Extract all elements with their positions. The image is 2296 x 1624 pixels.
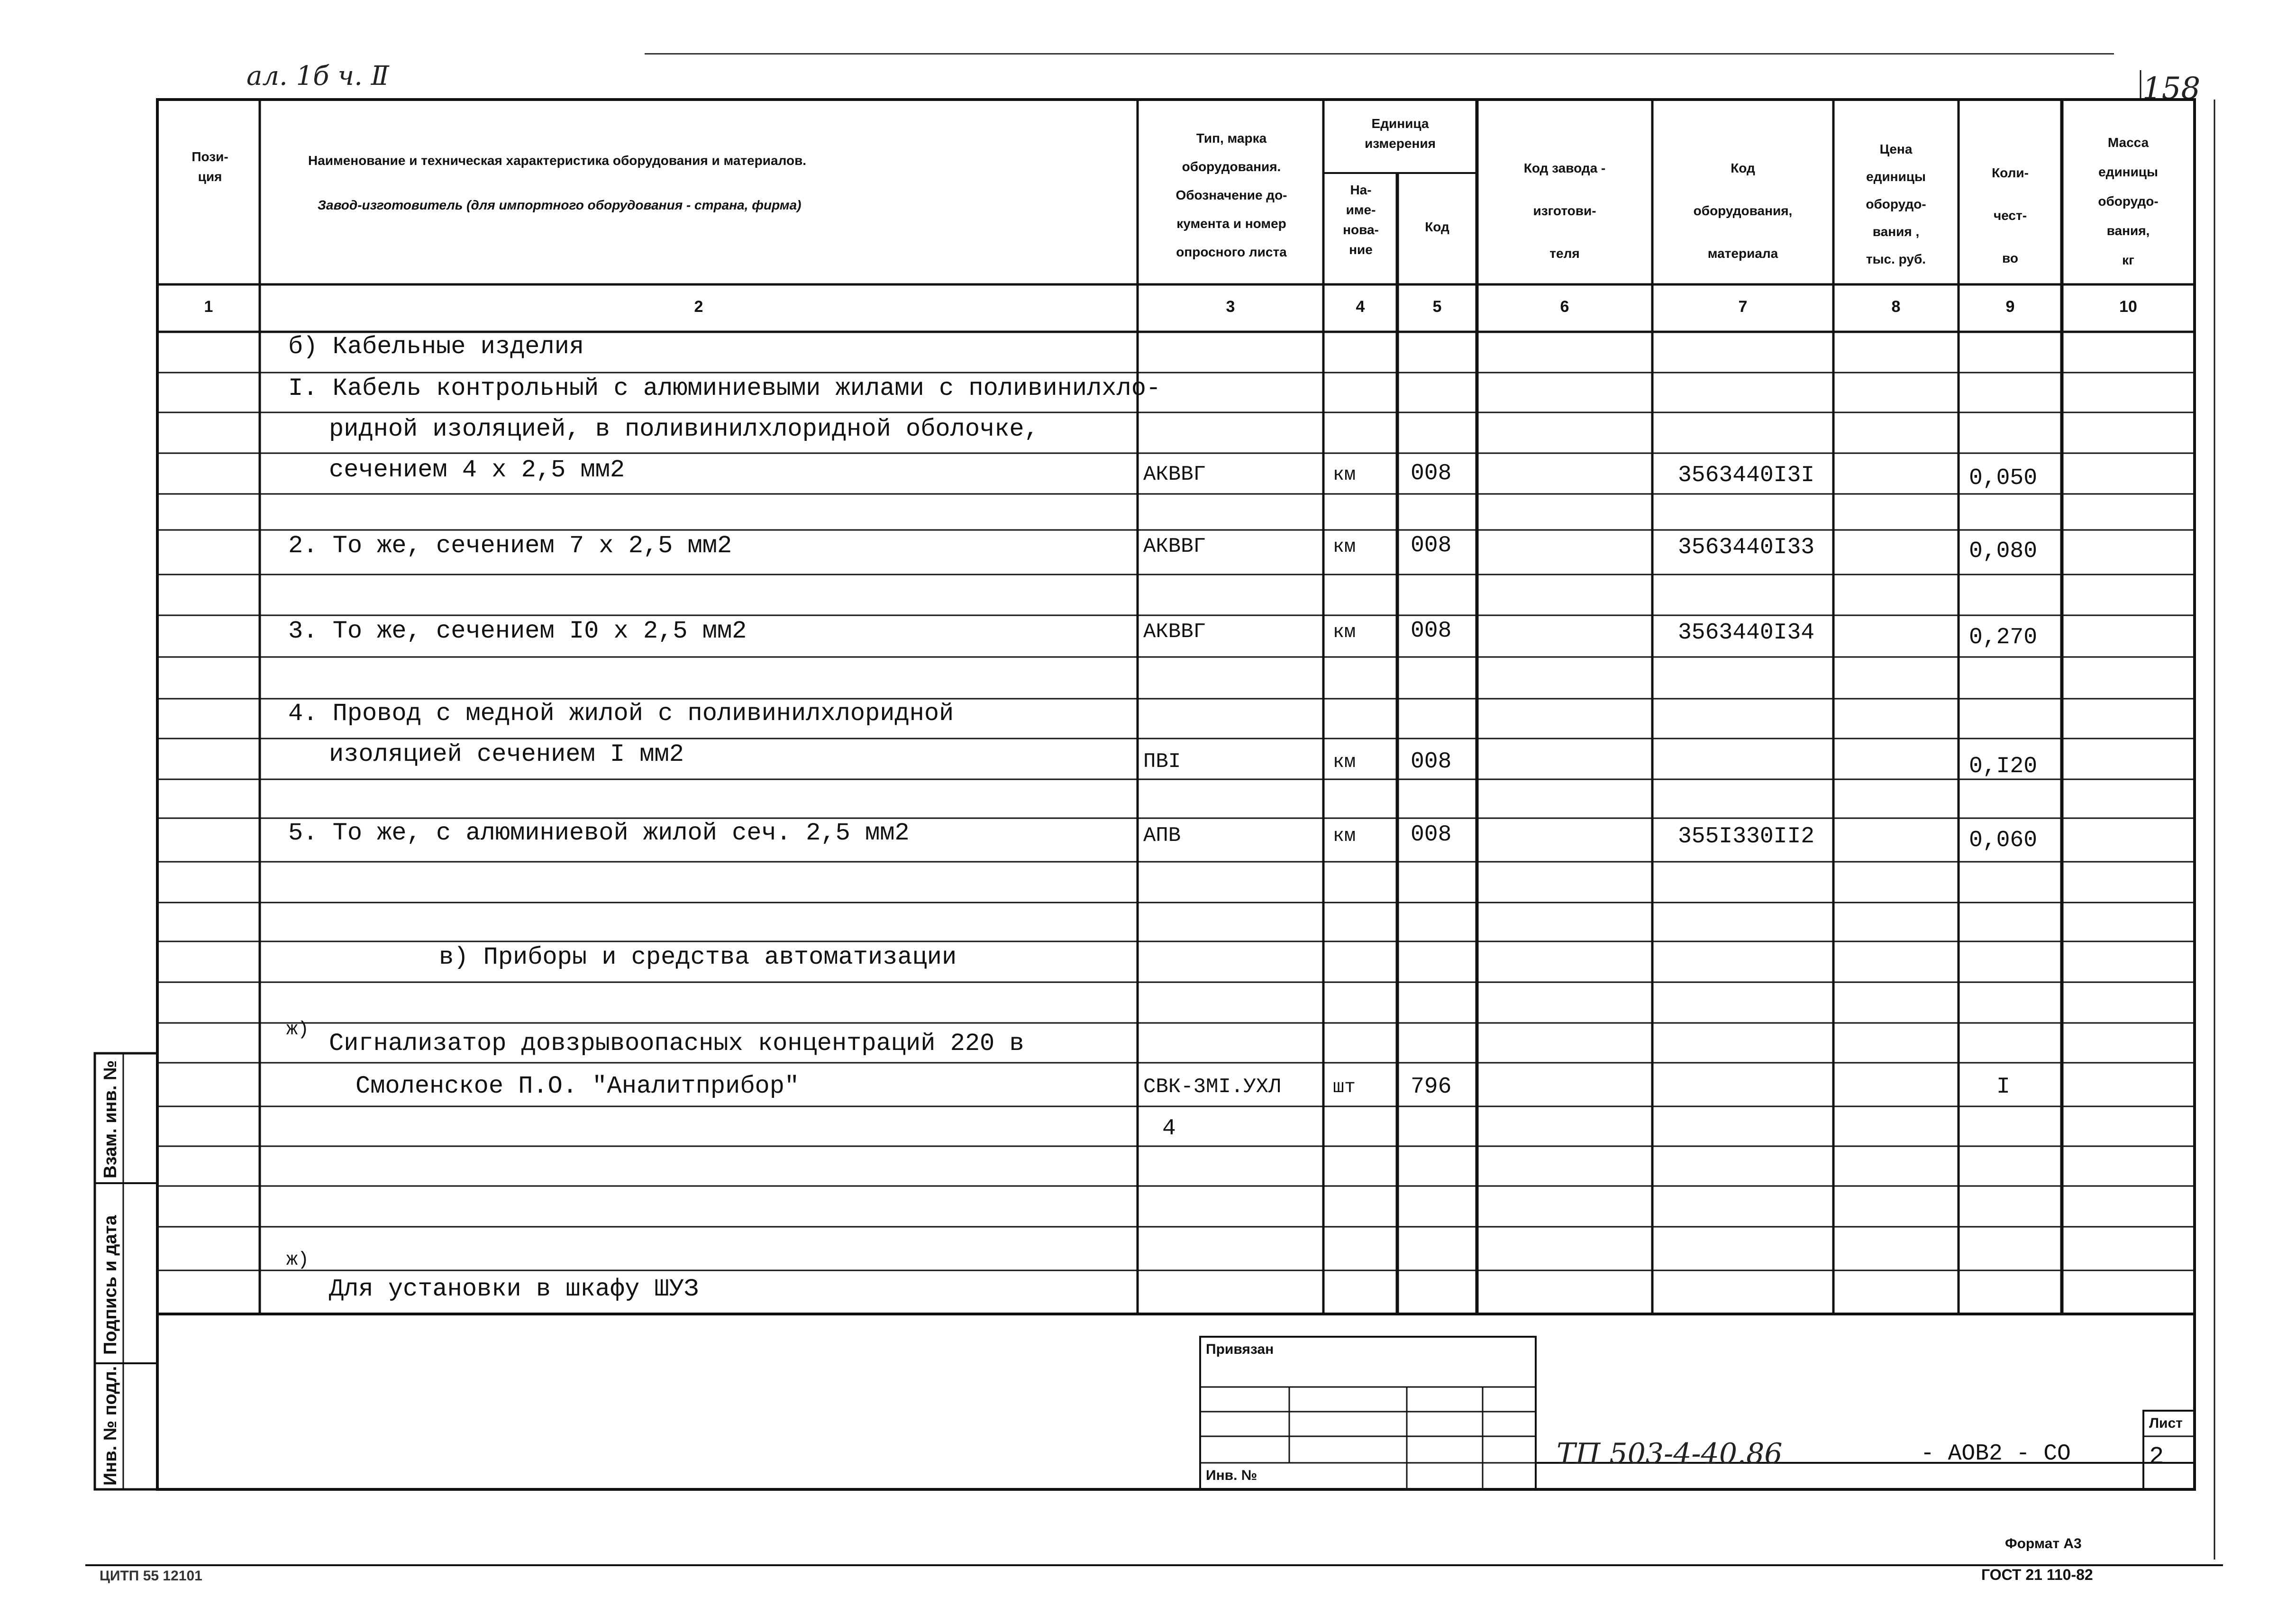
stamp-doc-code: ТП 503-4-40.86 xyxy=(1557,1437,1783,1470)
stamp-doc-suffix: - АОВ2 - СО xyxy=(1921,1441,2071,1467)
item4-name-line1: 4. Провод с медной жилой с поливинилхлоридной xyxy=(288,700,954,728)
item6-name-line1: Сигнализатор довзрывоопасных концентраций 220 в xyxy=(329,1030,1024,1058)
item5-unit: км xyxy=(1333,826,1356,847)
colnum-9: 9 xyxy=(2005,298,2015,316)
handwritten-note: ал. 1б ч. Ⅱ xyxy=(246,61,389,91)
stamp-inv-label: Инв. № xyxy=(1206,1468,1257,1483)
stamp-privyazan-label: Привязан xyxy=(1206,1341,1274,1357)
section-cable-products: б) Кабельные изделия xyxy=(288,333,584,361)
header-col8: Цена единицы оборудо- вания , тыс. руб. xyxy=(1866,142,1926,266)
header-col2-line2: Завод-изготовитель (для импортного оборудования - страна, фирма) xyxy=(318,198,802,212)
header-col1: Пози- ция xyxy=(191,149,228,184)
item3-name: 3. То же, сечением I0 х 2,5 мм2 xyxy=(288,617,747,645)
item6-unit: шт xyxy=(1333,1077,1356,1098)
item3-code: 008 xyxy=(1411,618,1452,644)
header-col6: Код завода - изготови- теля xyxy=(1523,161,1606,261)
colnum-6: 6 xyxy=(1560,298,1569,316)
header-col2-line1: Наименование и техническая характеристика оборудования и материалов. xyxy=(308,153,807,168)
section-instruments: в) Приборы и средства автоматизации xyxy=(439,943,957,971)
item3-quantity: 0,270 xyxy=(1969,625,2038,650)
item4-type: ПВI xyxy=(1143,750,1181,774)
item4-unit: км xyxy=(1333,752,1356,773)
side-vzam-inv: Взам. инв. № xyxy=(100,1060,120,1178)
item2-unit: км xyxy=(1333,537,1356,558)
item1-type: АКВВГ xyxy=(1143,463,1206,486)
item3-unit: км xyxy=(1333,622,1356,643)
colnum-10: 10 xyxy=(2119,298,2137,316)
item5-name: 5. То же, с алюминиевой жилой сеч. 2,5 мм2 xyxy=(288,819,910,847)
item1-quantity: 0,050 xyxy=(1969,465,2038,491)
item1-unit: км xyxy=(1333,465,1356,486)
item6-type-suffix: 4 xyxy=(1162,1116,1176,1141)
stamp-sheet-label: Лист xyxy=(2149,1415,2183,1431)
item2-quantity: 0,080 xyxy=(1969,538,2038,564)
item3-material-code: 3563440I34 xyxy=(1678,620,1815,646)
item4-name-line2: изоляцией сечением I мм2 xyxy=(329,740,684,768)
header-col7: Код оборудования, материала xyxy=(1693,161,1793,261)
item4-quantity: 0,I20 xyxy=(1969,754,2038,779)
page-number: 158 xyxy=(2142,71,2201,106)
header-col4: На- име- нова- ние xyxy=(1343,182,1379,257)
item1-name-line3: сечением 4 х 2,5 мм2 xyxy=(329,456,625,484)
item6-star-mark: ж) xyxy=(286,1019,310,1040)
header-col3: Тип, марка оборудования. Обозначение до- кумента и номер опросного листа xyxy=(1175,131,1287,259)
footer-gost: ГОСТ 21 110-82 xyxy=(1981,1566,2093,1583)
header-col5: Код xyxy=(1425,219,1449,234)
footer-format: Формат А3 xyxy=(2005,1536,2082,1551)
item5-type: АПВ xyxy=(1143,824,1181,848)
item6-type: СВК-3МI.УХЛ xyxy=(1143,1075,1281,1099)
side-podpis-data: Подпись и дата xyxy=(100,1215,120,1355)
item5-code: 008 xyxy=(1411,822,1452,848)
colnum-3: 3 xyxy=(1226,298,1235,316)
item6-code: 796 xyxy=(1411,1074,1452,1100)
item2-type: АКВВГ xyxy=(1143,535,1206,558)
item6-name-line2: Смоленское П.О. "Аналитприбор" xyxy=(355,1072,800,1100)
stamp-sheet-number: 2 xyxy=(2149,1443,2164,1471)
item2-material-code: 3563440I33 xyxy=(1678,535,1815,560)
item4-code: 008 xyxy=(1411,749,1452,775)
colnum-4: 4 xyxy=(1356,298,1365,316)
item1-material-code: 3563440I3I xyxy=(1678,463,1815,488)
header-col9: Коли- чест- во xyxy=(1992,165,2029,265)
header-col10: Масса единицы оборудо- вания, кг xyxy=(2098,135,2159,267)
item2-code: 008 xyxy=(1411,533,1452,558)
side-inv-podl: Инв. № подл. xyxy=(100,1366,120,1486)
colnum-8: 8 xyxy=(1891,298,1901,316)
item1-name-line1: I. Кабель контрольный с алюминиевыми жилами с поливинилхло- xyxy=(288,374,1161,402)
footer-left-code: ЦИТП 55 12101 xyxy=(100,1568,202,1584)
item5-quantity: 0,060 xyxy=(1969,828,2038,853)
item3-type: АКВВГ xyxy=(1143,620,1206,644)
colnum-5: 5 xyxy=(1432,298,1442,316)
colnum-1: 1 xyxy=(204,298,213,316)
colnum-2: 2 xyxy=(694,298,703,316)
item5-material-code: 355I330II2 xyxy=(1678,824,1815,849)
note-text: Для установки в шкафу ШУЗ xyxy=(329,1275,699,1303)
item1-code: 008 xyxy=(1411,461,1452,486)
colnum-7: 7 xyxy=(1738,298,1748,316)
item6-quantity: I xyxy=(1996,1074,2010,1100)
header-unit-group: Единица измерения xyxy=(1365,116,1436,151)
item1-name-line2: ридной изоляцией, в поливинилхлоридной оболочке, xyxy=(329,415,1039,443)
note-mark: ж) xyxy=(286,1250,310,1271)
item2-name: 2. То же, сечением 7 х 2,5 мм2 xyxy=(288,532,732,560)
